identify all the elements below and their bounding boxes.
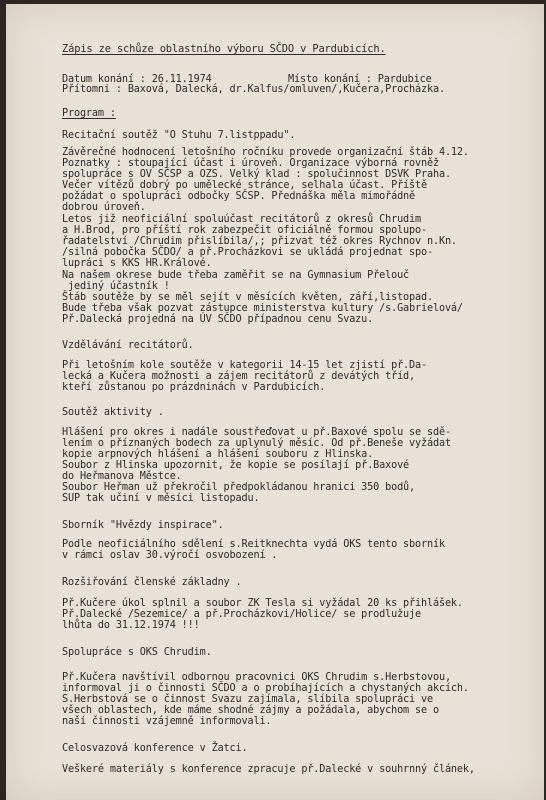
section-line: dobrou úroveň. xyxy=(62,202,146,213)
section-heading: Rozšiřování členské základny . xyxy=(62,577,242,588)
section-line: kopie arpnových hlášení a hlášení souboru z Hlinska. xyxy=(62,449,374,460)
section-line: naší činnosti vzájemně informovali. xyxy=(62,716,272,727)
section-line: Letos již neoficiální spoluúčast recitátorů z okresů Chrudim xyxy=(62,214,422,225)
section-line: Na našem okrese bude třeba zaměřit se na Gymnasium Přelouč xyxy=(62,270,410,281)
section-line: Př.Kučera navštívil odbornou pracovnici OKS Chrudim s.Herbstovou, xyxy=(62,672,451,683)
program-heading: Program : xyxy=(62,108,116,119)
section-line: Veškeré materiály s konference zpracuje př.Dalecké v souhrnný článek, xyxy=(62,764,475,775)
section-line: Hlášení pro okres i nadále soustřeďovat u př.Baxové spolu se sdě- xyxy=(62,427,451,438)
section-line: Př.Dalecké /Sezemice/ a př.Procházkovi/Holice/ se prodlužuje xyxy=(62,609,422,620)
section-line: Bude třeba však pozvat zástupce ministerstva kultury /s.Gabrielová/ xyxy=(62,303,463,314)
section-heading: Vzdělávání recitátorů. xyxy=(62,340,194,351)
section-heading: Spolupráce s OKS Chrudim. xyxy=(62,647,212,658)
section-line: do Heřmanova Městce. xyxy=(62,471,182,482)
section-line: SUP tak učiní v měsíci listopadu. xyxy=(62,493,260,504)
section-line: informoval ji o činnosti SČDO a o probíhajících a chystaných akcích. xyxy=(62,683,469,694)
attendees: Přítomni : Baxová, Dalecká, dr.Kalfus/omluven/,Kučera,Procházka. xyxy=(62,84,445,95)
section-line: lecká a Kučera možnosti a zájem recitátorů z devátých tříd, xyxy=(62,371,416,382)
section-line: Př.Kučere úkol splnil a soubor ZK Tesla si vyžádal 20 ks přihlášek. xyxy=(62,598,463,609)
section-line: Poznatky : stoupající účast i úroveň. Organizace výborná rovněž xyxy=(62,158,439,169)
section-line: Večer vítězů dobrý po umělecké stránce, selhala účast. Příště xyxy=(62,180,427,191)
section-line: jediný účastník ! xyxy=(62,281,170,292)
section-line: /silná pobočka SČDO/ a př.Procházkovi se ukládá projednat spo- xyxy=(62,247,433,258)
section-line: všech oblastech, kde máme shodné zájmy a požádala, abychom se o xyxy=(62,705,439,716)
section-line: spolupráce s OV SČSP a OZS. Velký klad : spolučinnost DSVK Praha. xyxy=(62,169,451,180)
section-line: Soubor Heřman už překročil předpokládanou hranici 350 bodů, xyxy=(62,482,416,493)
section-heading: Sborník "Hvězdy inspirace". xyxy=(62,520,224,531)
section-line: Závěrečné hodnocení letošního ročníku provede organizační štáb 4.12. xyxy=(62,147,469,158)
section-line: řadatelství /Chrudim přislíbila/,; přizvat též okres Rychnov n.Kn. xyxy=(62,236,457,247)
section-line: S.Herbstová se o činnost Svazu zajímala, slíbila spolupráci ve xyxy=(62,694,433,705)
section-line: lupráci s KKS HR.Králové. xyxy=(62,258,212,269)
section-heading: Celosvazová konference v Žatci. xyxy=(62,743,248,754)
document-page xyxy=(6,4,544,800)
section-heading: Soutěž aktivity . xyxy=(62,407,164,418)
section-line: a H.Brod, pro příští rok zabezpečit oficiálně formou spolupo- xyxy=(62,225,427,236)
section-line: Při letošním kole soutěže v kategorii 14-15 let zjistí př.Da- xyxy=(62,360,427,371)
section-line: Štáb soutěže by se měl sejít v měsících květen, září,listopad. xyxy=(62,292,433,303)
section-line: požádat o spolupráci odbočky SČSP. Přednáška měla mimořádně xyxy=(62,191,416,202)
section-line: lhůta do 31.12.1974 !!! xyxy=(62,620,200,631)
section-line: Soubor z Hlinska upozornit, že kopie se posílají př.Baxové xyxy=(62,460,410,471)
section-line: kteří zůstanou po prázdninách v Pardubicích. xyxy=(62,382,326,393)
section-line: Podle neoficiálního sdělení s.Reitknechta vydá OKS tento sborník xyxy=(62,539,445,550)
document-title: Zápis ze schůze oblastního výboru SČDO v Pardubicích. xyxy=(62,43,386,55)
meeting-place: Místo konání : Pardubice xyxy=(288,74,432,85)
meeting-date: Datum konání : 26.11.1974 xyxy=(62,74,212,85)
section-heading: Recitační soutěž "O Stuhu 7.listppadu". xyxy=(62,130,296,141)
section-line: v rámci oslav 30.výročí osvobození . xyxy=(62,550,278,561)
section-line: Př.Dalecká projedná na ÚV SČDO případnou cenu Svazu. xyxy=(62,314,374,325)
section-line: lením o příznaných bodech za uplynulý měsíc. Od př.Beneše vyžádat xyxy=(62,438,451,449)
